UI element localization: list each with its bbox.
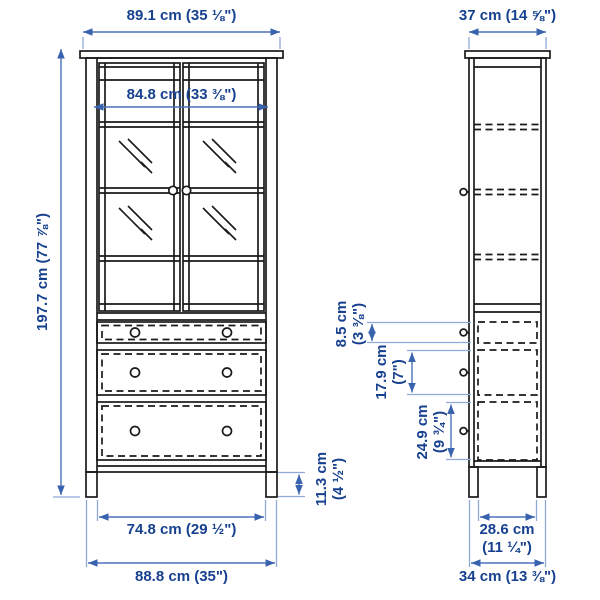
dim-label-top-drawer (333, 294, 367, 354)
side-body (469, 58, 546, 467)
base-inner-depth-cm: 28.6 cm (479, 521, 535, 538)
drawer-top-front (97, 322, 266, 343)
dim-label-depth-top: 37 cm (14 ⅝") (458, 7, 557, 24)
leg-height-cm: 11.3 cm (313, 451, 330, 507)
top-drawer-cm: 8.5 cm (333, 300, 350, 348)
door-knob-left (169, 186, 177, 194)
dim-label-bottom-drawer (414, 400, 448, 464)
dim-label-base-inner-depth (437, 521, 577, 557)
dim-label-base-inner-width: 74.8 cm (29 ½") (126, 521, 237, 538)
drawer-middle-side (478, 350, 537, 395)
dim-label-front-width-top: 89.1 cm (35 ⅛") (126, 7, 237, 24)
dim-label-middle-drawer (373, 340, 407, 404)
dim-label-base-depth: 34 cm (13 ⅜") (458, 568, 557, 585)
dim-label-base-width: 88.8 cm (35") (135, 568, 228, 585)
side-leg-front (469, 467, 478, 497)
drawer-middle-front (97, 350, 266, 395)
front-top-cap (80, 51, 283, 58)
door-knob-right (182, 186, 190, 194)
side-leg-back (537, 467, 546, 497)
front-leg-right (266, 472, 277, 497)
dim-label-door-width: 84.8 cm (33 ⅜") (126, 86, 237, 103)
bottom-drawer-inches: (9 ¾") (431, 410, 448, 454)
front-view (80, 51, 283, 497)
side-view (460, 51, 550, 497)
bottom-drawer-cm: 24.9 cm (414, 404, 431, 460)
leg-height-inches: (4 ½") (330, 457, 347, 501)
drawer-bottom-side (478, 402, 537, 460)
shelf-lines (474, 125, 541, 260)
drawer-bottom-front (97, 402, 266, 460)
dim-label-leg-height (313, 449, 347, 509)
top-drawer-inches: (3 ⅜") (350, 302, 367, 346)
dim-label-height: 197.7 cm (77 ⅞") (34, 213, 51, 332)
front-leg-left (86, 472, 97, 497)
drawer-top-side (478, 322, 537, 343)
side-top-cap (465, 51, 550, 58)
middle-drawer-inches: (7") (390, 359, 407, 385)
front-body (86, 58, 277, 472)
base-inner-depth-inches: (11 ¼") (482, 539, 532, 556)
side-knobs (460, 189, 469, 435)
middle-drawer-cm: 17.9 cm (373, 344, 390, 400)
